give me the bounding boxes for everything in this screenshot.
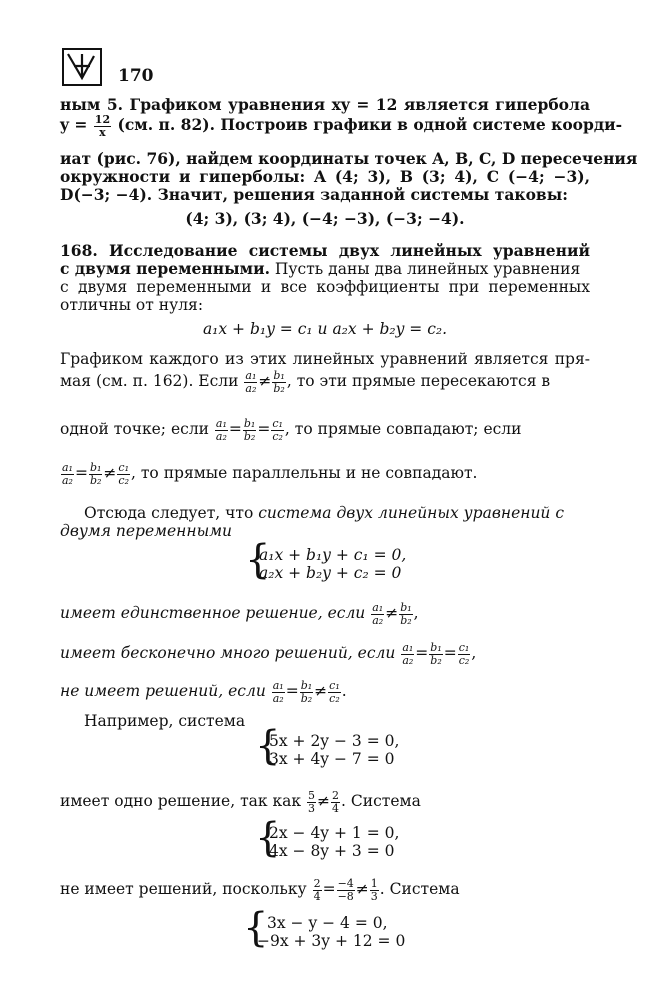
p1-line3: иат (рис. 76), найдем координаты точек A, B, C, D пересечения [60,149,638,168]
page-number: 170 [118,66,154,86]
graph-line3: одной точке; если $\frac{\text{a₁}}{\text{a₂}}$ = $\frac{\text{b₁}}{\text{b₂}}$ = $\frac{\text{c₁}}{\text{c₂}}$ , то прямые совпадают; если [60,417,522,443]
p1-line1: ным 5. Графиком уравнения xy = 12 является гипербола [60,95,590,114]
unique-solution-line: имеет единственное решение, если $\frac{\text{a₁}}{\text{a₂}}$ ≠ $\frac{\text{b₁}}{\text{b₂}}$ , [60,601,419,627]
example-1-text: имеет одно решение, так как $\frac{5}{3}$ ≠ $\frac{2}{4}$ . Система [60,789,421,815]
linear-equations: a₁x + b₁y = c₁ и a₂x + b₂y = c₂. [202,320,448,338]
section-168-line4: отличны от нуля: [60,296,204,314]
graph-line2: мая (см. п. 162). Если $\frac{\text{a₁}}{\text{a₂}}$ ≠ $\frac{\text{b₁}}{\text{b₂}}$ , то эти прямые пересекаются в [60,369,551,395]
conclusion-line1: Отсюда следует, что система двух линейных уравнений с [84,504,565,522]
graph-line4: $\frac{\text{a₁}}{\text{a₂}}$ = $\frac{\text{b₁}}{\text{b₂}}$ ≠ $\frac{\text{c₁}}{\text{c₂}}$ , то прямые параллельны и не совпадают. [62,461,478,487]
section-168-title: 168. Исследование системы двух линейных уравнений [60,241,590,260]
graph-line1: Графиком каждого из этих линейных уравнений является пря- [60,350,590,368]
section-168-line2: с двумя переменными. Пусть даны два линейных уравнения [60,259,581,278]
example-system-2: { 2x − 4y + 1 = 0, 4x − 8y + 3 = 0 [255,815,400,861]
example-2-text: не имеет решений, поскольку $\frac{2}{4}$ = $\frac{-4}{-8}$ ≠ $\frac{1}{3}$ . Система [60,877,460,903]
solutions-list: (4; 3), (3; 4), (−4; −3), (−3; −4). [185,209,465,228]
conclusion-line2: двумя переменными [60,522,233,540]
infinite-solutions-line: имеет бесконечно много решений, если $\frac{\text{a₁}}{\text{a₂}}$ = $\frac{\text{b₁}}{\text{b₂}}$ = $\frac{\text{c₁}}{\text{c₂}}$ , [60,641,477,667]
publisher-logo [62,48,102,86]
general-system: { a₁x + b₁y + c₁ = 0, a₂x + b₂y + c₂ = 0 [245,537,407,583]
p1-line2: y = $\frac{12}{x}$ (см. п. 82). Построив графики в одной системе коорди- [60,113,623,139]
section-168-line3: с двумя переменными и все коэффициенты при переменных [60,278,590,296]
p1-line5: D(−3; −4). Значит, решения заданной системы таковы: [60,185,568,204]
no-solutions-line: не имеет решений, если $\frac{\text{a₁}}{\text{a₂}}$ = $\frac{\text{b₁}}{\text{b₂}}$ ≠ $\frac{\text{c₁}}{\text{c₂}}$ . [60,679,347,705]
example-system-1: { 5x + 2y − 3 = 0, 3x + 4y − 7 = 0 [255,723,400,769]
example-system-3: { 3x − y − 4 = 0, −9x + 3y + 12 = 0 [243,905,406,951]
p1-line4: окружности и гиперболы: A (4; 3), B (3; 4), C (−4; −3), [60,167,590,186]
pen-mark-icon [64,50,100,84]
example-intro: Например, система [84,712,246,730]
